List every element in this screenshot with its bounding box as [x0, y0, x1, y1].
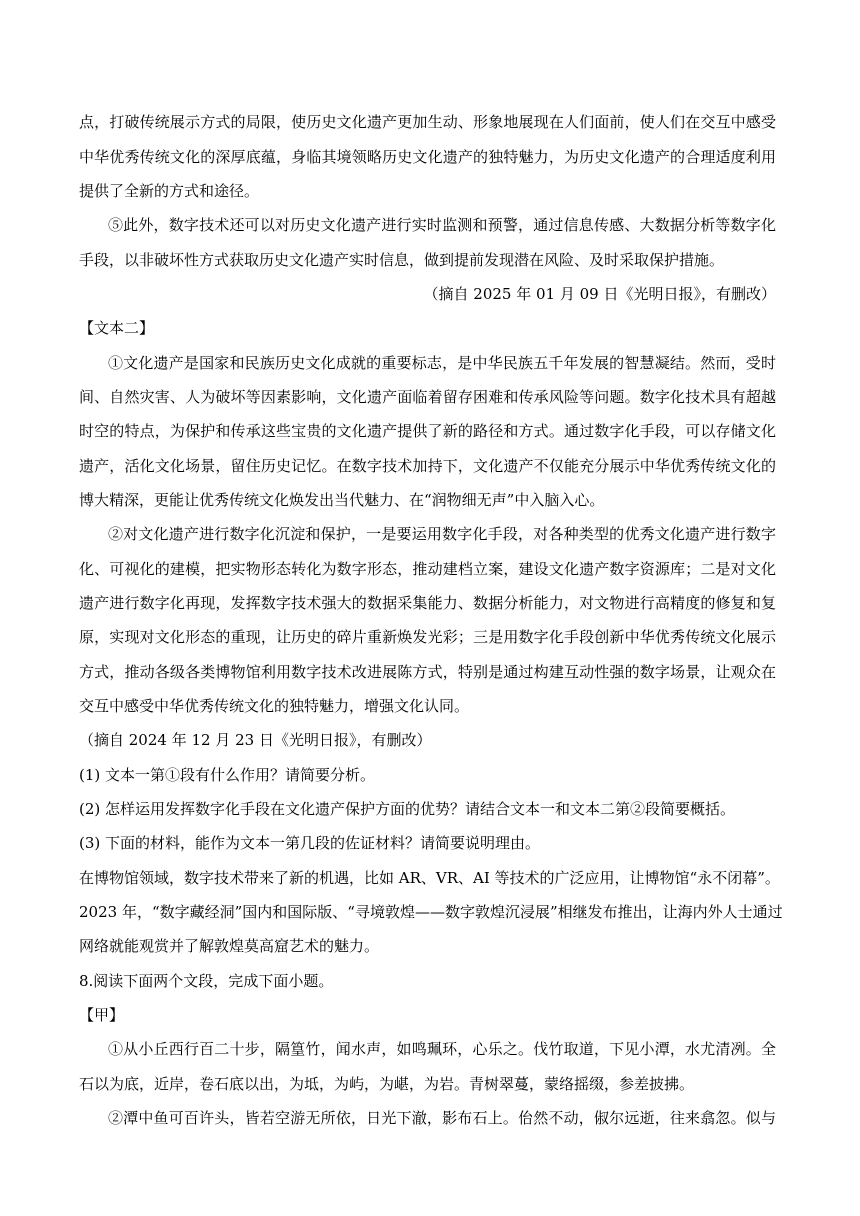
text2-paragraph2-line1: ②对文化遗产进行数字化沉淀和保护，一是要运用数字化手段，对各种类型的优秀文化遗产进行数字 — [108, 525, 776, 543]
material-line1: 在博物馆领域，数字技术带来了新的机遇，比如 AR、VR、AI 等技术的广泛应用，让博物馆“永不闭幕”。 — [79, 869, 780, 887]
text2-heading: 【文本二】 — [79, 319, 155, 337]
text1-paragraph5-line1: ⑤此外，数字技术还可以对历史文化遗产进行实时监测和预警，通过信息传感、大数据分析等数字化 — [108, 216, 776, 234]
text2-source: （摘自 2024 年 12 月 23 日《光明日报》，有删改） — [79, 731, 432, 749]
text2-paragraph1-line4: 遗产，活化文化场景，留住历史记忆。在数字技术加持下，文化遗产不仅能充分展示中华优秀传统文化的 — [79, 457, 776, 475]
text2-paragraph2-line4: 原，实现对文化形态的重现，让历史的碎片重新焕发光彩；三是用数字化手段创新中华优秀传统文化展示 — [79, 628, 776, 646]
jia-paragraph2-line1: ②潭中鱼可百许头，皆若空游无所依，日光下澈，影布石上。佁然不动，俶尔远逝，往来翕忽。似与 — [108, 1109, 776, 1127]
jia-paragraph1-line2: 石以为底，近岸，卷石底以出，为坻，为屿，为嵁，为岩。青树翠蔓，蒙络摇缀，参差披拂。 — [79, 1075, 695, 1093]
text2-paragraph2-line2: 化、可视化的建模，把实物形态转化为数字形态，推动建档立案，建设文化遗产数字资源库；二是对文化 — [79, 560, 776, 578]
text2-paragraph2-line6: 交互中感受中华优秀传统文化的独特魅力，增强文化认同。 — [79, 697, 470, 715]
question-1: (1) 文本一第①段有什么作用？请简要分析。 — [79, 766, 376, 784]
jia-heading: 【甲】 — [79, 1006, 125, 1024]
text1-paragraph4-line3: 提供了全新的方式和途径。 — [79, 182, 260, 200]
text2-paragraph1-line1: ①文化遗产是国家和民族历史文化成就的重要标志，是中华民族五千年发展的智慧凝结。然而，受时 — [108, 354, 776, 372]
text1-paragraph4-line2: 中华优秀传统文化的深厚底蕴，身临其境领略历史文化遗产的独特魅力，为历史文化遗产的合理适度利用 — [79, 148, 776, 166]
text1-paragraph4-line1: 点，打破传统展示方式的局限，使历史文化遗产更加生动、形象地展现在人们面前，使人们在交互中感受 — [79, 113, 776, 131]
jia-paragraph1-line1: ①从小丘西行百二十步，隔篁竹，闻水声，如鸣珮环，心乐之。伐竹取道，下见小潭，水尤清冽。全 — [108, 1040, 776, 1058]
text1-source: （摘自 2025 年 01 月 09 日《光明日报》，有删改） — [423, 285, 776, 303]
question-2: (2) 怎样运用发挥数字化手段在文化遗产保护方面的优势？请结合文本一和文本二第②段简要概括。 — [79, 800, 736, 818]
text2-paragraph2-line3: 遗产进行数字化再现，发挥数字技术强大的数据采集能力、数据分析能力，对文物进行高精度的修复和复 — [79, 594, 776, 612]
material-line3: 网络就能观赏并了解敦煌莫高窟艺术的魅力。 — [79, 937, 380, 955]
text1-paragraph5-line2: 手段，以非破坏性方式获取历史文化遗产实时信息，做到提前发现潜在风险、及时采取保护措施。 — [79, 251, 725, 269]
text2-paragraph1-line5: 博大精深，更能让优秀传统文化焕发出当代魅力、在“润物细无声”中入脑入心。 — [79, 491, 605, 509]
question-8-prompt: 8.阅读下面两个文段，完成下面小题。 — [79, 972, 334, 990]
text2-paragraph1-line2: 间、自然灾害、人为破坏等因素影响，文化遗产面临着留存困难和传承风险等问题。数字化技术具有超越 — [79, 388, 776, 406]
question-3: (3) 下面的材料，能作为文本一第几段的佐证材料？请简要说明理由。 — [79, 834, 541, 852]
text2-paragraph2-line5: 方式，推动各级各类博物馆利用数字技术改进展陈方式，特别是通过构建互动性强的数字场景，让观众在 — [79, 663, 776, 681]
material-line2: 2023 年，“数字藏经洞”国内和国际版、“寻境敦煌——数字敦煌沉浸展”相继发布推出，让海内外人士通过 — [79, 903, 783, 921]
text2-paragraph1-line3: 时空的特点，为保护和传承这些宝贵的文化遗产提供了新的路径和方式。通过数字化手段，可以存储文化 — [79, 422, 776, 440]
